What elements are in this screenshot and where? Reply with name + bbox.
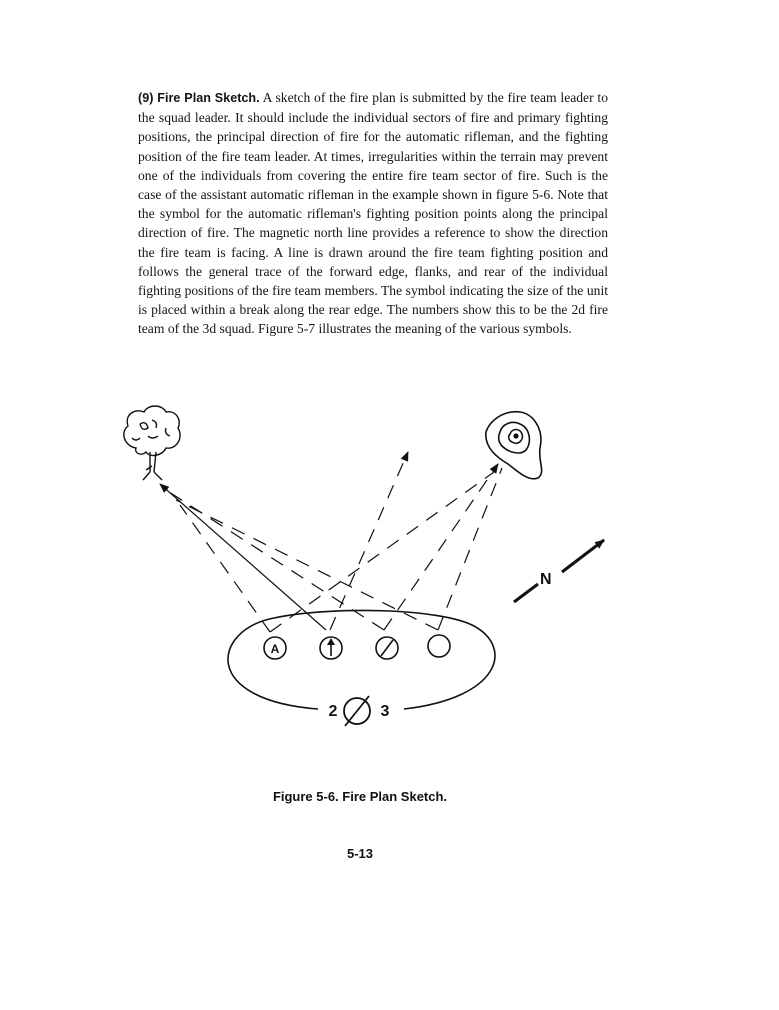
squad-number: 3 — [380, 703, 390, 720]
automatic-rifleman-position — [320, 637, 342, 659]
principal-fire-line — [160, 484, 326, 630]
team-perimeter — [228, 610, 495, 709]
rifleman-position — [428, 635, 450, 657]
north-arrow — [514, 540, 604, 602]
figure-caption: Figure 5-6. Fire Plan Sketch. — [272, 789, 448, 804]
fire-plan-sketch — [0, 380, 779, 760]
fire-team-leader-position — [264, 637, 286, 659]
unit-symbol — [329, 696, 390, 726]
assistant-rifleman-position — [376, 637, 398, 659]
paragraph-body: A sketch of the fire plan is submitted by the fire team leader to the squad leader. It should include the individual sectors of fire and primary fighting positions, the principal direction of fire for the automatic rifleman, and the fighting position of the fire team leader. At times, irregularities within the terrain may prevent one of the individuals from covering the entire fire team sector of fire. Such is the case of the assistant automatic rifleman in the example shown in figure 5-6. Note that the symbol for the automatic rifleman's fighting position points along the principal direction of fire. The magnetic north line provides a reference to show the direction the fire team is facing. A line is drawn around the fire team fighting position and follows the general trace of the forward edge, flanks, and rear of the individual fighting positions of the fire team members. The symbol indicating the size of the unit is placed within a break along the rear edge. The numbers show this to be the 2d fire team of the 3d squad. Figure 5-7 illustrates the meaning of the various symbols. — [138, 90, 608, 337]
page-number: 5-13 — [346, 846, 374, 861]
fire-plan-paragraph — [138, 88, 608, 339]
tree-icon — [124, 406, 180, 480]
north-label: N — [540, 571, 552, 588]
sector-line-leader-hill — [270, 472, 494, 632]
team-number: 2 — [328, 703, 338, 720]
sector-line-assistant-hill — [384, 464, 498, 630]
paragraph-heading: (9) Fire Plan Sketch. — [138, 91, 260, 105]
sector-line-rifleman-tree — [176, 500, 438, 630]
sector-lines — [160, 452, 502, 632]
sector-line-rifleman-hill — [438, 468, 502, 630]
leader-symbol-letter: A — [270, 642, 280, 656]
